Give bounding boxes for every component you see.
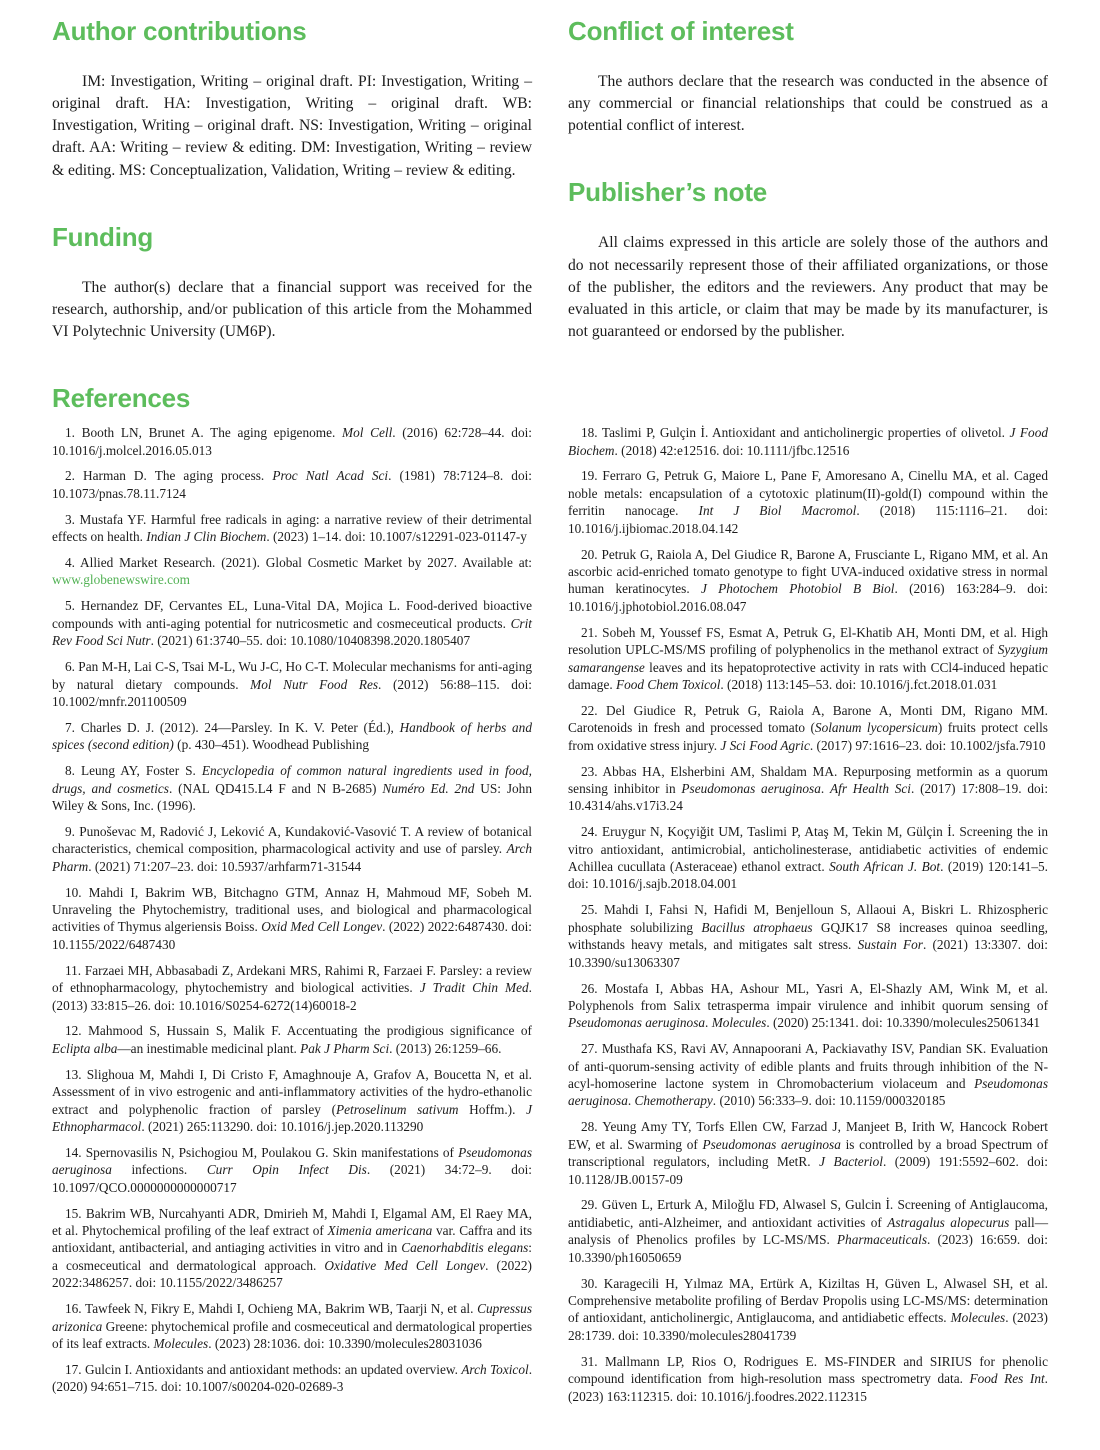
reference-item [52,823,532,875]
reference-text: . (2021) 34:72–9. doi: 10.1097/QCO.0000000000000717 [52,1162,532,1195]
reference-item [568,1040,1048,1110]
reference-text: 12. Mahmood S, Hussain S, Malik F. Accentuating the prodigious significance of [65,1023,532,1039]
author-contributions-title: Author contributions [52,16,307,46]
reference-text: 29. Güven L, Erturk A, Miloğlu FD, Alwasel S, Gulcin İ. Screening of Antiglaucoma, antidiabetic, anti-Alzheimer, and antioxidant activities of [568,1197,1048,1230]
reference-italic-text: Chemotherapy [634,1093,713,1109]
reference-italic-text: Int J Biol Macromol [698,503,857,519]
reference-text: . (2012) 56:88–115. doi: 10.1002/mnfr.201100509 [52,676,532,709]
reference-italic-text: Handbook of herbs and spices (second edition) [52,719,532,753]
reference-text: . (2019) 120:141–5. doi: 10.1016/j.sajb.2018.04.001 [568,859,1048,892]
reference-italic-text: Pak J Pharm Sci [300,1040,390,1056]
reference-text: 2. Harman D. The aging process. [65,468,273,484]
reference-item [52,1361,532,1396]
reference-text: leaves and its hepatoprotective activity in rats with CCl4-induced hepatic damage. [568,659,1048,692]
reference-text: . (2021) 61:3740–55. doi: 10.1080/10408398.2020.1805407 [150,633,471,649]
funding-title: Funding [52,221,154,252]
reference-item [52,467,532,502]
reference-item [568,901,1048,971]
reference-item [52,962,532,1014]
reference-text: . (2013) 26:1259–66. [389,1040,502,1056]
reference-item [52,554,532,589]
reference-italic-text: Pseudomonas aeruginosa [568,1015,706,1031]
reference-item [52,658,532,710]
reference-text: 15. Bakrim WB, Nurcahyanti ADR, Dmirieh M, Mahdi I, Elgamal AM, El Raey MA, et al. Phytochemical profiling of the leaf extract of [52,1205,532,1238]
reference-text: . (2022) 2022:6487430. doi: 10.1155/2022/6487430 [52,919,532,952]
reference-text: 6. Pan M-H, Lai C-S, Tsai M-L, Wu J-C, Ho C-T. Molecular mechanisms for anti-aging by natural dietary compounds. [52,659,532,692]
reference-italic-text: Crit Rev Food Sci Nutr [52,615,532,649]
right-column-top [568,16,1048,383]
reference-text: . (2021) 265:113290. doi: 10.1016/j.jep.2020.113290 [141,1118,424,1134]
reference-text: 26. Mostafa I, Abbas HA, Ashour ML, Yasri A, El-Shazly AM, Wink M, et al. Polyphenols from Salix tetrasperma impair virulence and inhibit quorum sensing of [568,980,1048,1013]
reference-text: . (2018) 115:1116–21. doi: 10.1016/j.ijbiomac.2018.04.142 [568,503,1048,536]
left-column-top [52,16,532,424]
reference-item [52,884,532,954]
reference-text: . (2017) 97:1616–23. doi: 10.1002/jsfa.7910 [809,737,1046,753]
reference-italic-text: Food Chem Toxicol [616,676,721,692]
reference-italic-text: South African J. Bot [829,859,941,875]
section-conflict-of-interest [568,16,1048,137]
references-column-left [52,424,532,1404]
reference-item [568,624,1048,694]
reference-text: is controlled by a broad Spectrum of transcriptional regulators, including MetR. [568,1136,1049,1170]
reference-item [568,1118,1048,1188]
reference-italic-text: Indian J Clin Biochem [146,529,267,545]
reference-italic-text: Arch Pharm [52,841,532,874]
reference-italic-text: Mol Nutr Food Res [250,676,379,692]
reference-text: . (2020) 25:1341. doi: 10.3390/molecules25061341 [766,1015,1041,1031]
reference-italic-text: Food Res Int [969,1371,1045,1387]
reference-text: —an inestimable medicinal plant. [117,1040,301,1056]
reference-text: . (2016) 163:284–9. doi: 10.1016/j.jphotobiol.2016.08.047 [568,581,1048,614]
reference-text: . (2018) 113:145–53. doi: 10.1016/j.fct.2018.01.031 [720,676,998,692]
reference-text: . (2023) 16:659. doi: 10.3390/ph16050659 [568,1232,1049,1265]
reference-text: . (2023) 28:1739. doi: 10.3390/molecules28041739 [568,1310,1048,1343]
reference-link[interactable]: www.globenewswire.com [52,572,190,588]
reference-text: . (2018) 42:e12516. doi: 10.1111/jfbc.12516 [614,442,850,458]
reference-italic-text: Molecules [711,1015,767,1031]
reference-text: US: John Wiley & Sons, Inc. (1996). [52,780,532,813]
reference-item [52,1022,532,1057]
reference-item [52,424,532,459]
reference-item [52,1066,532,1136]
reference-italic-text: Mol Cell [342,425,393,441]
reference-item [568,424,1048,459]
reference-text: 28. Yeung Amy TY, Torfs Ellen CW, Farzad J, Manjeet B, Irith W, Hancock Robert EW, et al. Swarming of [568,1119,1048,1152]
reference-italic-text: Afr Health Sci [830,780,911,796]
publishers-note-text: All claims expressed in this article are solely those of the authors and do not necessarily represent those of their affiliated organizations, or those of the publisher, the editors and the reviewers. Any product that may be evaluated in this article, or claim that may be made by its manufacturer, is not guaranteed or endorsed by the publisher. [568,234,1048,340]
reference-item [52,1205,532,1292]
reference-italic-text: Numéro Ed. 2nd [382,780,475,796]
reference-text: . [705,1015,712,1031]
reference-text: 14. Spernovasilis N, Psichogiou M, Poulakou G. Skin manifestations of [65,1144,459,1160]
reference-italic-text: Proc Natl Acad Sci [272,468,389,484]
reference-text: 24. Eruygur N, Koçyiğit UM, Taslimi P, Ataş M, Tekin M, Gülçin İ. Screening the in vitro antioxidant, antimicrobial, anticholinesterase, antidiabetic activities of endemic Achillea cucullata (Asteraceae) ethanol extract. [568,824,1048,875]
reference-text: 27. Musthafa KS, Ravi AV, Annapoorani A, Packiavathy ISV, Pandian SK. Evaluation of anti-quorum-sensing activity of edible plants and fruits through inhibition of the N-acyl-homoserine lactone system in Chromobacterium violaceum and [568,1041,1048,1092]
reference-item [568,1196,1048,1266]
conflict-of-interest-title: Conflict of interest [568,16,794,46]
reference-text: Hoffm.). [458,1101,527,1117]
reference-text: 9. Punoševac M, Radović J, Leković A, Kundaković-Vasović T. A review of botanical characteristics, chemical composition, pharmacological activity and use of parsley. [52,823,532,857]
author-contributions-text: IM: Investigation, Writing – original draft. PI: Investigation, Writing – original draft. HA: Investigation, Writing – original draft. WB: Investigation, Writing – original draft. NS: Investigation, Writing – original draft. AA: Writing – review & editing. DM: Investigation, Writing – review & editing. MS: Conceptualization, Validation, Writing – review & editing. [52,73,532,179]
reference-text: 5. Hernandez DF, Cervantes EL, Luna-Vital DA, Mojica L. Food-derived bioactive compounds with anti-aging potential for nutricosmetic and cosmeceutical products. [52,598,532,631]
reference-text: 30. Karagecili H, Yılmaz MA, Ertürk A, Kiziltas H, Güven L, Alwasel SH, et al. Comprehensive metabolite profiling of Berdav Propolis using LC-MS/MS: determination of antioxidant, anticholinergic, Antiglaucoma, and antidiabetic effects. [568,1275,1048,1326]
reference-italic-text: Petroselinum sativum [336,1101,459,1117]
reference-italic-text: Cupressus arizonica [52,1301,532,1334]
reference-italic-text: Solanum lycopersicum [814,720,938,736]
reference-italic-text: Syzygium samarangense [568,642,1048,675]
reference-text: 22. Del Giudice R, Petruk G, Raiola A, Barone A, Monti DM, Rigano MM. Carotenoids in fresh and processed tomato ( [568,702,1048,736]
reference-text: 10. Mahdi I, Bakrim WB, Bitchagno GTM, Annaz H, Mahmoud MF, Sobeh M. Unraveling the Phytochemistry, traditional uses, and biological and pharmacological activities of Thymus algeriensis Boiss. [52,884,532,935]
references-title: References [52,383,191,414]
reference-text: . (2023) 28:1036. doi: 10.3390/molecules28031036 [208,1335,482,1351]
reference-text: 17. Gulcin I. Antioxidants and antioxidant methods: an updated overview. [65,1361,462,1377]
reference-text: . (2022) 2022:3486257. doi: 10.1155/2022/3486257 [52,1257,532,1291]
reference-text: . (NAL QD415.L4 F and N B-2685) [168,780,383,796]
reference-italic-text: Curr Opin Infect Dis [206,1162,367,1178]
reference-item [568,702,1048,754]
reference-text: pall—analysis of Phenolics profiles by LC-MS/MS. [568,1214,1049,1248]
reference-text: . (1981) 78:7124–8. doi: 10.1073/pnas.78.11.7124 [52,468,532,501]
reference-item [52,1300,532,1352]
reference-text: . (2010) 56:333–9. doi: 10.1159/000320185 [712,1093,946,1109]
reference-text: infections. [111,1162,207,1178]
reference-item [568,546,1048,616]
reference-italic-text: Caenorhabditis elegans [401,1240,529,1256]
reference-text: 21. Sobeh M, Youssef FS, Esmat A, Petruk G, El-Khatib AH, Monti DM, et al. High resolution UPLC-MS/MS profiling of polyphenolics in the methanol extract of [568,624,1048,658]
reference-text: 13. Slighoua M, Mahdi I, Di Cristo F, Amaghnouje A, Grafov A, Boucetta N, et al. Assessment of in vivo estrogenic and anti-inflammatory activities of the hydro-ethanolic extract and polyphenolic fraction of parsley ( [52,1066,532,1117]
reference-italic-text: Ximenia americana [327,1222,433,1238]
reference-text: (p. 430–451). Woodhead Publishing [173,737,370,753]
reference-item [568,467,1048,537]
reference-text: 20. Petruk G, Raiola A, Del Giudice R, Barone A, Frusciante L, Rigano MM, et al. An ascorbic acid-enriched tomato genotype to fight UVA-induced oxidative stress in normal human keratinocytes. [568,546,1048,597]
reference-text: 7. Charles D. J. (2012). 24—Parsley. In K. V. Peter (Éd.), [65,719,400,735]
reference-item [52,511,532,546]
reference-text: . (2020) 94:651–715. doi: 10.1007/s00204-020-02689-3 [52,1361,533,1395]
reference-text: 8. Leung AY, Foster S. [65,763,202,779]
reference-italic-text: Encyclopedia of common natural ingredients used in food, drugs, and cosmetics [52,763,532,796]
reference-text: . (2016) 62:728–44. doi: 10.1016/j.molcel.2016.05.013 [52,425,532,458]
reference-italic-text: Pseudomonas aeruginosa [52,1144,532,1178]
reference-italic-text: Bacillus atrophaeus [701,919,813,935]
reference-italic-text: Molecules [153,1335,209,1351]
reference-item [52,762,532,814]
reference-text: GQJK17 S8 increases quinoa seedling, withstands heavy metals, and mitigates salt stress. [568,919,1048,953]
section-funding [52,222,532,343]
reference-text: . (2023) 1–14. doi: 10.1007/s12291-023-01147-y [266,529,527,545]
section-publishers-note [568,177,1048,343]
reference-item [568,980,1048,1032]
reference-text: . [627,1093,635,1109]
reference-italic-text: Pharmaceuticals [836,1232,928,1248]
reference-text: 3. Mustafa YF. Harmful free radicals in aging: a narrative review of their detrimental effects on health. [52,511,532,545]
references-column-right [568,424,1048,1413]
reference-text: ) fruits protect cells from oxidative stress injury. [568,720,1048,753]
reference-italic-text: Pseudomonas aeruginosa [681,780,821,796]
reference-item [568,1275,1048,1345]
reference-italic-text: J Photochem Photobiol B Biol [700,581,895,597]
reference-item [568,1353,1048,1405]
reference-italic-text: Arch Toxicol [461,1361,529,1377]
publishers-note-title: Publisher’s note [568,177,768,208]
reference-italic-text: Pseudomonas aeruginosa [702,1136,841,1152]
reference-italic-text: Oxid Med Cell Longev [261,919,383,935]
reference-text: 31. Mallmann LP, Rios O, Rodrigues E. MS-FINDER and SIRIUS for phenolic compound identification from high-resolution mass spectrometry data. [568,1353,1048,1387]
reference-item [52,1144,532,1196]
reference-text: 25. Mahdi I, Fahsi N, Hafidi M, Benjelloun S, Allaoui A, Biskri L. Rhizospheric phosphate solubilizing [568,902,1048,935]
reference-text: 18. Taslimi P, Gulçin İ. Antioxidant and anticholinergic properties of olivetol. [581,425,1010,441]
two-column-layout [52,16,1048,1413]
reference-text: . (2009) 191:5592–602. doi: 10.1128/JB.00157-09 [568,1154,1048,1187]
reference-italic-text: J Tradit Chin Med [419,980,529,996]
reference-italic-text: Molecules [950,1310,1006,1326]
reference-text: 11. Farzaei MH, Abbasabadi Z, Ardekani MRS, Rahimi R, Farzaei F. Parsley: a review of ethnopharmacology, phytochemistry and biological activities. [52,962,532,996]
reference-italic-text: Sustain For [857,937,923,953]
section-author-contributions [52,16,532,182]
reference-italic-text: J Ethnopharmacol [52,1101,533,1134]
reference-text: 23. Abbas HA, Elsherbini AM, Shaldam MA. Repurposing metformin as a quorum sensing inhibitor in [568,763,1048,796]
reference-text: 1. Booth LN, Brunet A. The aging epigenome. [65,425,343,441]
reference-text: . (2017) 17:808–19. doi: 10.4314/ahs.v17i3.24 [568,780,1049,814]
funding-text: The author(s) declare that a financial support was received for the research, authorship, and/or publication of this article from the Mohammed VI Polytechnic University (UM6P). [52,278,532,340]
reference-text: 16. Tawfeek N, Fikry E, Mahdi I, Ochieng MA, Bakrim WB, Taarji N, et al. [65,1301,478,1317]
reference-item [52,719,532,754]
reference-text: var. Caffra and its antioxidant, antibacterial, and antiaging activities in vitro and in [52,1222,533,1256]
reference-text: . (2021) 13:3307. doi: 10.3390/su13063307 [568,937,1049,970]
reference-text: : a cosmeceutical and dermatological approach. [52,1240,532,1273]
reference-item [568,763,1048,815]
reference-italic-text: J Bacteriol [819,1154,883,1170]
reference-text: . (2013) 33:815–26. doi: 10.1016/S0254-6272(14)60018-2 [52,980,532,1013]
reference-italic-text: Eclipta alba [52,1040,118,1056]
conflict-of-interest-text: The authors declare that the research was conducted in the absence of any commercial or financial relationships that could be construed as a potential conflict of interest. [568,73,1048,135]
reference-item [568,823,1048,893]
reference-text: Greene: phytochemical profile and cosmeceutical and dermatological properties of its leaf extracts. [52,1318,532,1351]
reference-italic-text: Pseudomonas aeruginosa [568,1076,1048,1109]
reference-italic-text: J Sci Food Agric [720,737,810,753]
reference-text: 4. Allied Market Research. (2021). Global Cosmetic Market by 2027. Available at: [65,555,532,571]
reference-text: 19. Ferraro G, Petruk G, Maiore L, Pane F, Amoresano A, Cinellu MA, et al. Caged noble metals: encapsulation of a cytotoxic platinum(II)-gold(I) compound within the ferritin nanocage. [568,468,1048,519]
reference-italic-text: J Food Biochem [568,425,1048,458]
reference-italic-text: Oxidative Med Cell Longev [324,1257,486,1273]
reference-text: . (2021) 71:207–23. doi: 10.5937/arhfarm71-31544 [88,858,362,874]
reference-italic-text: Astragalus alopecurus [887,1214,1010,1230]
reference-text: . [820,780,830,796]
reference-text: . (2023) 163:112315. doi: 10.1016/j.foodres.2022.112315 [568,1371,1048,1404]
reference-item [52,597,532,649]
